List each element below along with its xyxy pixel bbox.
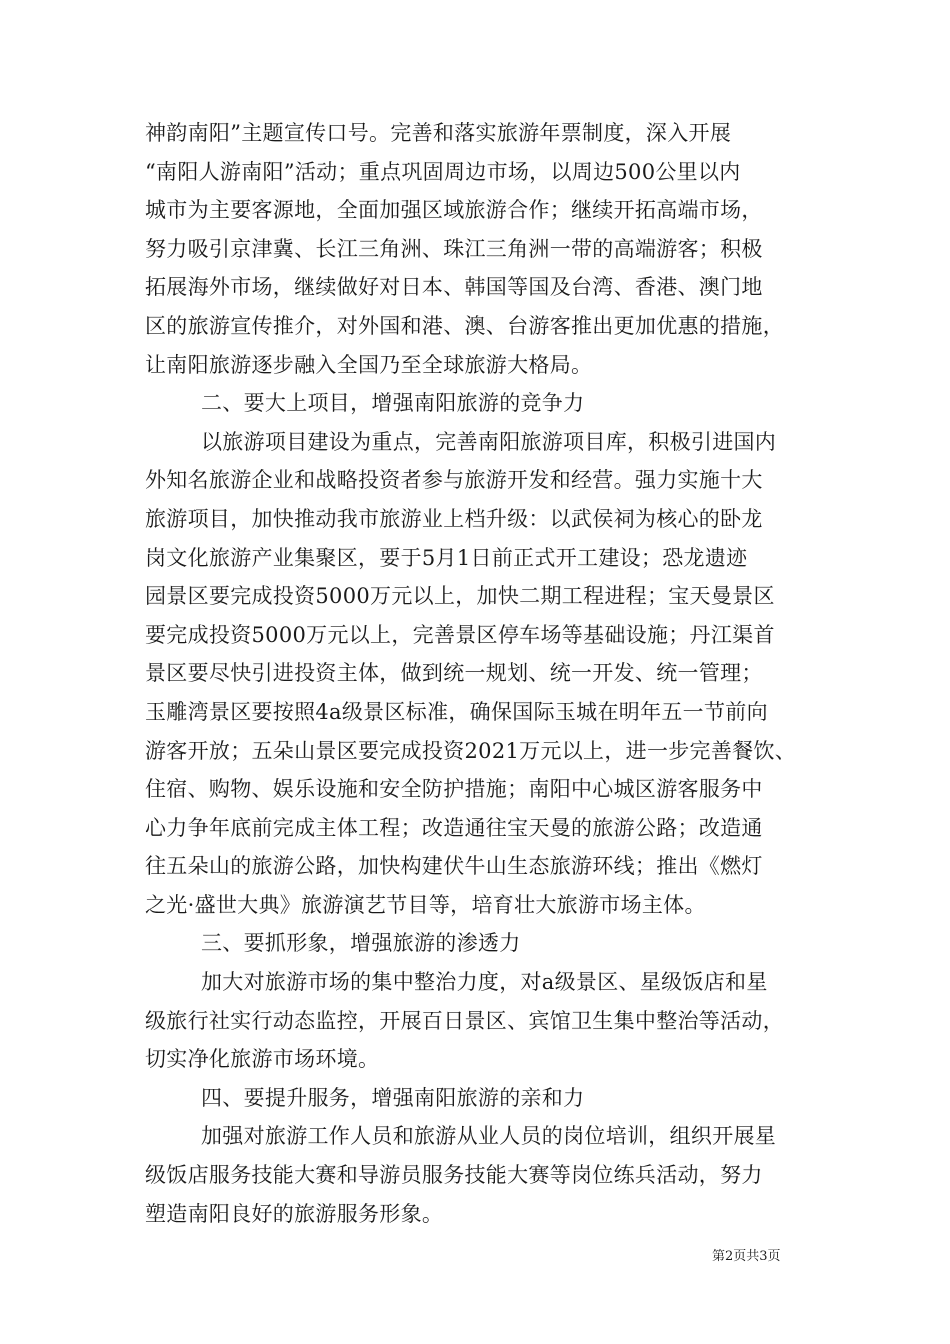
section-heading-3: 三、要抓形象，增强旅游的渗透力: [201, 931, 521, 956]
text-line: 加强对旅游工作人员和旅游从业人员的岗位培训，组织开展星: [201, 1124, 777, 1149]
text-line: 往五朵山的旅游公路，加快构建伏牛山生态旅游环线；推出《燃灯: [145, 854, 763, 879]
paragraph-1: [145, 114, 823, 384]
page-number: 第2页共3页: [712, 1249, 781, 1264]
text-line: 要完成投资5000万元以上，完善景区停车场等基础设施；丹江渠首: [145, 622, 775, 647]
paragraph-4: [145, 1117, 823, 1233]
text-line: 景区要尽快引进投资主体，做到统一规划、统一开发、统一管理；: [145, 661, 763, 686]
section-heading-2: 二、要大上项目，增强南阳旅游的竞争力: [201, 391, 585, 416]
section-heading-4: 四、要提升服务，增强南阳旅游的亲和力: [201, 1085, 585, 1110]
text-line: 级旅行社实行动态监控，开展百日景区、宾馆卫生集中整治等活动，: [145, 1008, 784, 1033]
text-line: 拓展海外市场，继续做好对日本、韩国等国及台湾、香港、澳门地: [145, 275, 763, 300]
text-line: 玉雕湾景区要按照4a级景区标准，确保国际玉城在明年五一节前向: [145, 699, 768, 724]
text-line: 之光·盛世大典》旅游演艺节目等，培育壮大旅游市场主体。: [145, 892, 706, 917]
text-line: 区的旅游宣传推介，对外国和港、澳、台游客推出更加优惠的措施，: [145, 313, 784, 338]
text-line: 城市为主要客源地，全面加强区域旅游合作；继续开拓高端市场，: [145, 198, 763, 223]
text-line: 级饭店服务技能大赛和导游员服务技能大赛等岗位练兵活动，努力: [145, 1163, 763, 1188]
text-line: 岗文化旅游产业集聚区，要于5月1日前正式开工建设；恐龙遗迹: [145, 545, 748, 570]
text-line: 游客开放；五朵山景区要完成投资2021万元以上，进一步完善餐饮、: [145, 738, 797, 763]
paragraph-2: [145, 423, 823, 925]
text-line: 神韵南阳”主题宣传口号。完善和落实旅游年票制度，深入开展: [145, 121, 732, 145]
text-line: 以旅游项目建设为重点，完善南阳旅游项目库，积极引进国内: [201, 429, 777, 454]
text-line: 让南阳旅游逐步融入全国乃至全球旅游大格局。: [145, 352, 593, 377]
text-line: 努力吸引京津冀、长江三角洲、珠江三角洲一带的高端游客；积极: [145, 236, 763, 261]
text-line: 旅游项目，加快推动我市旅游业上档升级：以武侯祠为核心的卧龙: [145, 506, 763, 531]
text-line: 加大对旅游市场的集中整治力度，对a级景区、星级饭店和星: [201, 970, 768, 995]
text-line: 住宿、购物、娱乐设施和安全防护措施；南阳中心城区游客服务中: [145, 777, 763, 802]
paragraph-3: [145, 963, 823, 1079]
text-line: 心力争年底前完成主体工程；改造通往宝天曼的旅游公路；改造通: [145, 815, 763, 840]
text-line: 外知名旅游企业和战略投资者参与旅游开发和经营。强力实施十大: [145, 468, 763, 493]
text-line: 塑造南阳良好的旅游服务形象。: [145, 1201, 444, 1226]
document-body: [145, 114, 823, 1233]
text-line: “南阳人游南阳”活动；重点巩固周边市场，以周边500公里以内: [145, 159, 741, 184]
text-line: 切实净化旅游市场环境。: [145, 1047, 380, 1072]
text-line: 园景区要完成投资5000万元以上，加快二期工程进程；宝天曼景区: [145, 584, 775, 609]
